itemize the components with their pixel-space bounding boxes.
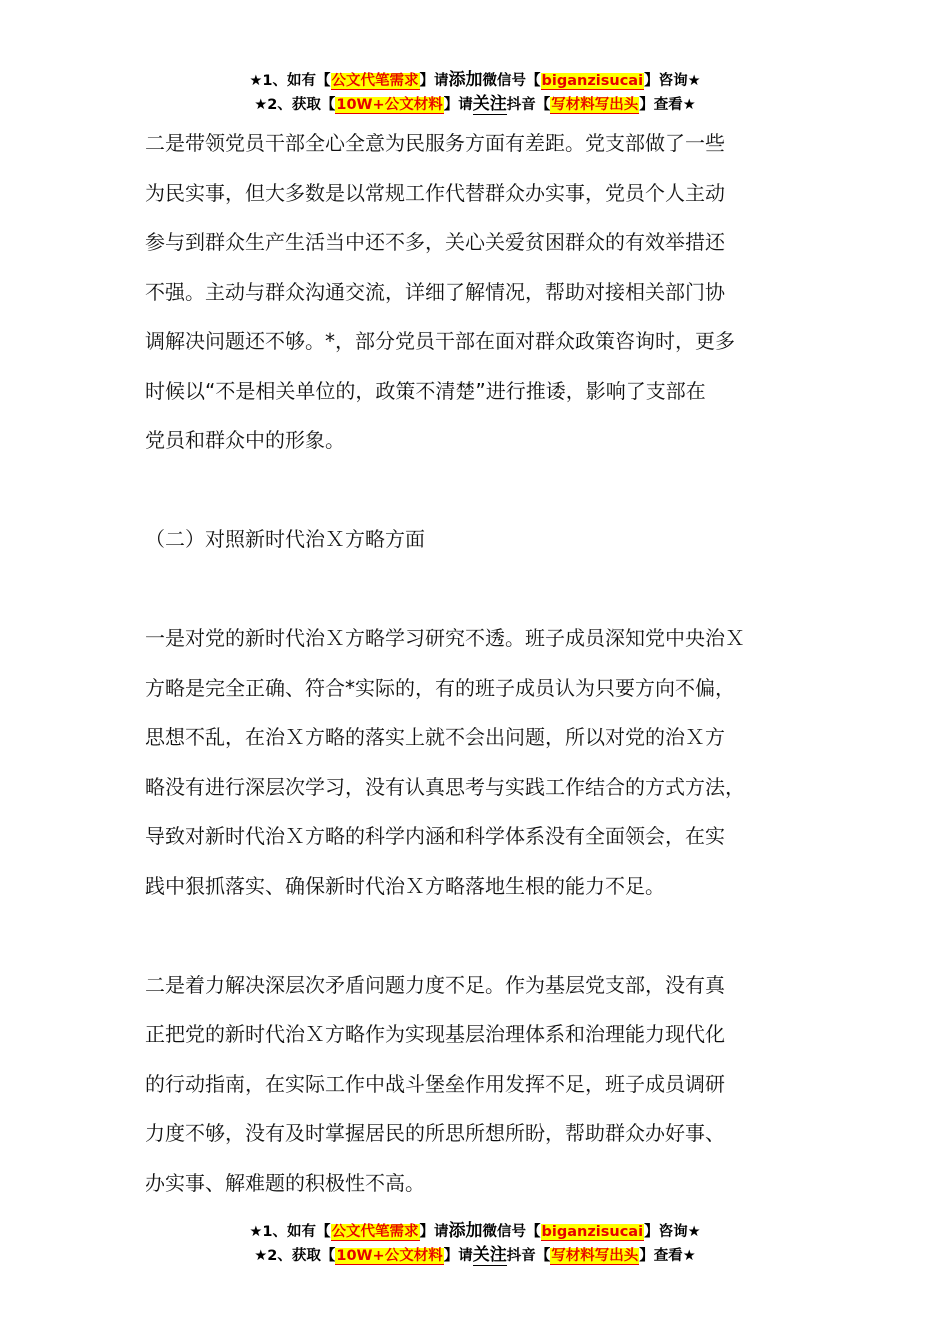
highlight-douyin: 写材料写出头 — [551, 97, 639, 113]
paragraph-problem-solving-gap: 二是着力解决深层次矛盾问题力度不足。作为基层党支部，没有真 正把党的新时代治Ｘ方略作为实现基层治理体系和治理能力现代化 的行动指南，在实际工作中战斗堡垒作用发挥不足，班子成员调研 力度不够，没有及时掌握居民的所思所想所盼，帮助群众办好事、 办实事、解难题的积极性不高。 — [145, 972, 725, 1195]
highlight-wechat-id: biganzisucai — [541, 1224, 644, 1240]
banner-line-1: ★1、如有【公文代笔需求】请添加微信号【biganzisucai】咨询★ — [249, 70, 701, 90]
highlight-materials: 10W+公文材料 — [336, 1248, 443, 1264]
banner-line-2: ★2、获取【10W+公文材料】请关注抖音【写材料写出头】查看★ — [254, 94, 696, 114]
highlight-douyin: 写材料写出头 — [551, 1248, 639, 1264]
document-body — [145, 119, 835, 1208]
header-banner — [0, 68, 950, 116]
paragraph-study-gap: 一是对党的新时代治Ｘ方略学习研究不透。班子成员深知党中央治Ｘ 方略是完全正确、符合*实际的，有的班子成员认为只要方向不偏， 思想不乱，在治Ｘ方略的落实上就不会出问题，所以对党的治Ｘ方 略没有进行深层次学习，没有认真思考与实践工作结合的方式方法， 导致对新时代治Ｘ方略的科学内涵和科学体系没有全面领会，在实 践中狠抓落实、确保新时代治Ｘ方略落地生根的能力不足。 — [145, 626, 745, 898]
footer-banner — [0, 1219, 950, 1267]
section-heading: （二）对照新时代治Ｘ方略方面 — [145, 527, 425, 551]
highlight-materials: 10W+公文材料 — [336, 97, 443, 113]
highlight-service: 公文代笔需求 — [331, 73, 419, 89]
highlight-wechat-id: biganzisucai — [541, 73, 644, 89]
paragraph-service-gap: 二是带领党员干部全心全意为民服务方面有差距。党支部做了一些 为民实事，但大多数是以常规工作代替群众办实事，党员个人主动 参与到群众生产生活当中还不多，关心关爱贫困群众的有效举措还 不强。主动与群众沟通交流，详细了解情况，帮助对接相关部门协 调解决问题还不够。*，部分党员干部在面对群众政策咨询时，更多 时候以“不是相关单位的，政策不清楚”进行推诿，影响了支部在 党员和群众中的形象。 — [145, 131, 735, 452]
footer-line-1: ★1、如有【公文代笔需求】请添加微信号【biganzisucai】咨询★ — [249, 1221, 701, 1241]
footer-line-2: ★2、获取【10W+公文材料】请关注抖音【写材料写出头】查看★ — [254, 1245, 696, 1265]
highlight-service: 公文代笔需求 — [331, 1224, 419, 1240]
